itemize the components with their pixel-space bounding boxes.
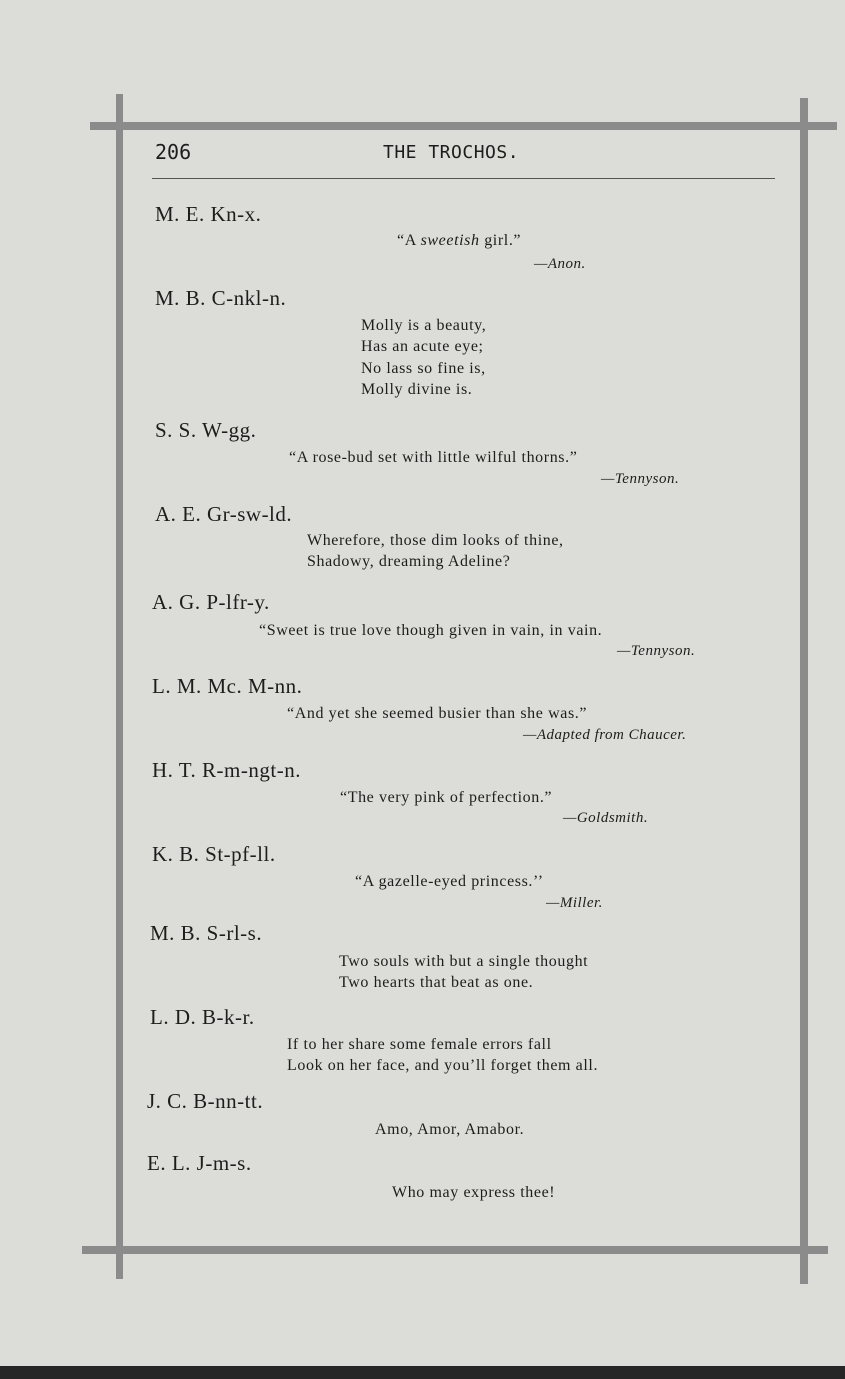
frame-rule-right bbox=[800, 98, 808, 1284]
entry-quote: “Sweet is true love though given in vain, in vain. bbox=[259, 622, 603, 639]
entry-verse-line: Molly divine is. bbox=[361, 381, 473, 398]
entry-quote: “The very pink of perfection.” bbox=[340, 789, 553, 806]
entry-name: L. D. B-k-r. bbox=[150, 1005, 255, 1029]
running-title: THE TROCHOS. bbox=[383, 142, 520, 163]
entry-attribution: —Miller. bbox=[546, 895, 603, 911]
entry-quote: Amo, Amor, Amabor. bbox=[375, 1121, 525, 1138]
frame-rule-top bbox=[90, 122, 837, 130]
entry-name: S. S. W-gg. bbox=[155, 418, 257, 442]
entry-verse-line: Two hearts that beat as one. bbox=[339, 974, 534, 991]
frame-rule-bottom bbox=[82, 1246, 828, 1254]
entry-name: J. C. B-nn-tt. bbox=[147, 1089, 264, 1113]
entry-verse-line: If to her share some female errors fall bbox=[287, 1036, 552, 1053]
entry-verse-line: Has an acute eye; bbox=[361, 338, 484, 355]
entry-attribution: —Tennyson. bbox=[617, 643, 696, 659]
entry-quote: “A sweetish girl.” bbox=[397, 232, 522, 249]
frame-rule-left bbox=[116, 94, 123, 1279]
entry-verse-line: Look on her face, and you’ll forget them all. bbox=[287, 1057, 599, 1074]
entry-name: H. T. R-m-ngt-n. bbox=[152, 758, 301, 782]
entry-attribution: —Tennyson. bbox=[601, 471, 680, 487]
entry-name: M. B. C-nkl-n. bbox=[155, 286, 287, 310]
entry-name: M. B. S-rl-s. bbox=[150, 921, 263, 945]
entry-quote: “A gazelle-eyed princess.’’ bbox=[355, 873, 544, 890]
entry-attribution: —Goldsmith. bbox=[563, 810, 649, 826]
entry-name: L. M. Mc. M-nn. bbox=[152, 674, 303, 698]
entry-verse-line: Two souls with but a single thought bbox=[339, 953, 589, 970]
entry-name: K. B. St-pf-ll. bbox=[152, 842, 276, 866]
entry-verse-line: Wherefore, those dim looks of thine, bbox=[307, 532, 564, 549]
entry-name: M. E. Kn-x. bbox=[155, 202, 262, 226]
header-divider bbox=[152, 178, 775, 179]
entry-name: A. E. Gr-sw-ld. bbox=[155, 502, 293, 526]
entry-quote: “And yet she seemed busier than she was.” bbox=[287, 705, 588, 722]
entry-verse-line: Shadowy, dreaming Adeline? bbox=[307, 553, 511, 570]
entry-attribution: —Adapted from Chaucer. bbox=[523, 727, 687, 743]
page-number: 206 bbox=[155, 140, 192, 164]
entry-attribution: —Anon. bbox=[534, 256, 586, 272]
entry-quote: Who may express thee! bbox=[392, 1184, 556, 1201]
entry-quote: “A rose-bud set with little wilful thorns.” bbox=[289, 449, 578, 466]
entry-name: A. G. P-lfr-y. bbox=[152, 590, 270, 614]
entry-verse-line: No lass so fine is, bbox=[361, 360, 486, 377]
scan-edge bbox=[0, 1366, 845, 1379]
entry-verse-line: Molly is a beauty, bbox=[361, 317, 487, 334]
entry-name: E. L. J-m-s. bbox=[147, 1151, 252, 1175]
